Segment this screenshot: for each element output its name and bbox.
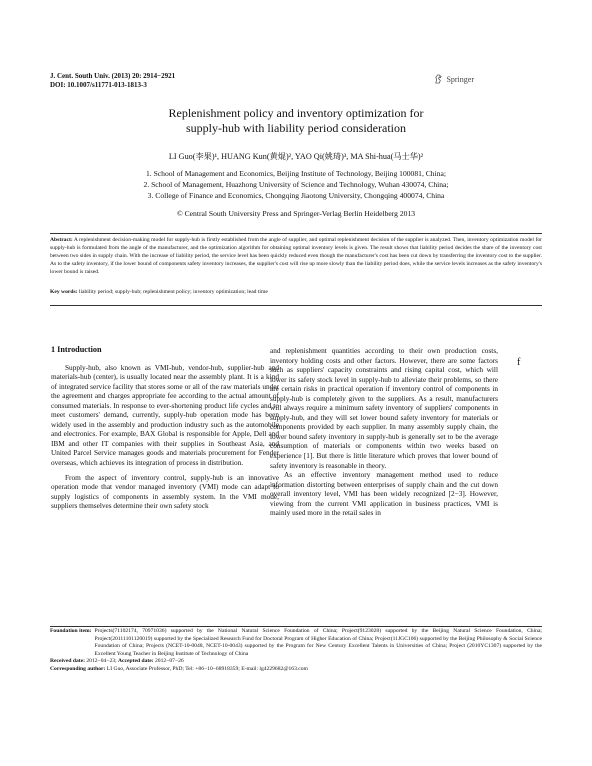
right-column <box>270 346 498 518</box>
publisher-name: Springer <box>446 74 474 84</box>
keywords-label: Key words: <box>50 289 78 295</box>
keywords-text: liability period; supply-hub; replenishment policy; inventory optimization; lead time <box>78 289 268 295</box>
left-column <box>51 345 279 511</box>
left-paragraph-1: Supply-hub, also known as VMI-hub, vendor-hub, supplier-hub and materials-hub (center), is usually located near the assembly plant. It is a kind of integrated service facility that stores some or all of the raw materials under the agreement and charges appropriate fee according to the actual amount of consumed materials. In response to ever-shortening product life cycles and to meet customers' demand, currently, supply-hub operation mode has been widely used in the assembly and production industry such as the automobile and electronics. For example, BAX Global is responsible for Apple, Dell and IBM and other IT companies with their supplies in Southeast Asia, and United Parcel Service manages goods and materials procurement for Fender overseas, which achieves its integration of process in distribution. <box>51 362 279 468</box>
affiliation-3: 3. College of Finance and Economics, Chongqing Jiaotong University, Chongqing 400074, China <box>147 191 445 201</box>
paper-title <box>60 106 532 136</box>
footnotes <box>50 628 542 674</box>
abstract-text: A replenishment decision-making model for supply-hub is firstly established from the angle of supplier, and optimal replenishment decision of the supplier is analyzed. Then, inventory optimization model for supply-hub is formulated from the angle of the manufacturer, and the optimization algorithm for obtaining optimal inventory levels is given. The result shows that liability period decides the share of the inventory cost between two sides in supply chain. With the increase of liability period, the service level has been quickly reduced even though the manufacturer's cost has been cut down by transferring the inventory cost to the supplier. As to the safety inventory, if the lower bound of components safety inventory increases, the supplier's cost will rise up more slowly than the liability period does, while the service levels increases as the safety inventory's lower bound is raised. <box>50 237 542 275</box>
journal-header <box>50 72 175 90</box>
footnote-rule <box>50 626 542 627</box>
right-paragraph-2: As an effective inventory management method used to reduce information distorting between enterprises of supply chain and the cut down overall inventory level, VMI has been widely recognized [2−3]. However, viewing from the current VMI application in business practices, VMI is mainly used more in the retail sales in <box>270 470 498 518</box>
publisher-logo <box>434 74 474 84</box>
abstract-label: Abstract: <box>50 237 73 243</box>
margin-mark: f <box>517 357 521 368</box>
foundation-item <box>50 628 542 658</box>
right-paragraph-1: and replenishment quantities according to their own production costs, inventory holding costs and other factors. However, there are some factors such as suppliers' capacity constraints and rising capital cost, which will lower its safety stock level in supply-hub to alleviate their problems, so there are certain risks in practical operation if inventory control of components in supply-hub is completely given to the suppliers. As a result, manufacturers will always require a minimum safety inventory of suppliers' components in supply-hub, and they will set lower bound safety inventory for materials or components provided by each supplier. In many assembly supply chain, the lower bound safety inventory in supply-hub is generally set to be the average consumption of materials or components within two weeks based on experience [1]. But there is little literature which proves that lower bound of safety inventory is reasonable in theory. <box>270 346 498 470</box>
affiliation-1: 1. School of Management and Economics, Beijing Institute of Technology, Beijing 100081, China; <box>145 169 446 178</box>
corresponding-line <box>50 666 542 674</box>
received-label: Received date: <box>50 658 85 665</box>
foundation-text: Projects(71102174, 70971036) supported by the National Natural Science Foundation of China; Project(9123028) supported by the Beijing Natural Science Foundation, China; Project(20111101120019) supported by the Specialized Research Fund for Doctoral Program of Higher Education of China; Project(11JGC106) supported by the Beijing Philosophy & Social Science Foundation of China; Projects (NCET-10-0048, NCET-10-0043) supported by the Program for New Century Excellent Talents in Universities of China; Project (2010YC1307) supported by the Excellent Young Teacher in Beijing Institute of Technology of China <box>94 628 542 657</box>
keywords-block <box>50 289 542 297</box>
affiliations <box>60 168 532 202</box>
section-heading: 1 Introduction <box>51 345 102 354</box>
title-line-1: Replenishment policy and inventory optimization for <box>168 106 424 120</box>
received-date: 2012−04−23; <box>86 658 118 665</box>
abstract-block <box>50 237 542 277</box>
copyright-line: © Central South University Press and Springer-Verlag Berlin Heidelberg 2013 <box>176 209 416 218</box>
left-paragraph-2: From the aspect of inventory control, supply-hub is an innovative operation mode that vendor managed inventory (VMI) mode can adapt to supply logistics of components in assembly system. In the VMI mode, suppliers themselves determine their own safety stock <box>51 472 279 511</box>
abstract-top-rule <box>50 233 542 234</box>
accepted-date: 2012−07−26 <box>154 658 184 665</box>
foundation-label: Foundation item: <box>50 628 92 634</box>
accepted-label: Accepted date: <box>118 658 154 665</box>
title-line-2: supply-hub with liability period consideration <box>186 121 406 135</box>
abstract-bottom-rule <box>50 305 542 306</box>
journal-citation: J. Cent. South Univ. (2013) 20: 2914−2921 <box>50 72 176 80</box>
affiliation-2: 2. School of Management, Huazhong University of Science and Technology, Wuhan 430074, China; <box>143 180 449 190</box>
dates-line <box>50 658 542 666</box>
springer-horse-icon <box>434 74 443 84</box>
corresponding-label: Corresponding author: <box>50 665 106 672</box>
author-list: LI Guo(李果)¹, HUANG Kun(黄焜)², YAO Qi(姚琦)³, MA Shi-hua(马士华)² <box>168 152 424 161</box>
corresponding-text: LI Guo, Associate Professor, PhD; Tel: +86−10−68918359; E-mail: lg4229682@163.com <box>106 665 308 672</box>
doi: DOI: 10.1007/s11771-013-1813-3 <box>50 81 147 89</box>
